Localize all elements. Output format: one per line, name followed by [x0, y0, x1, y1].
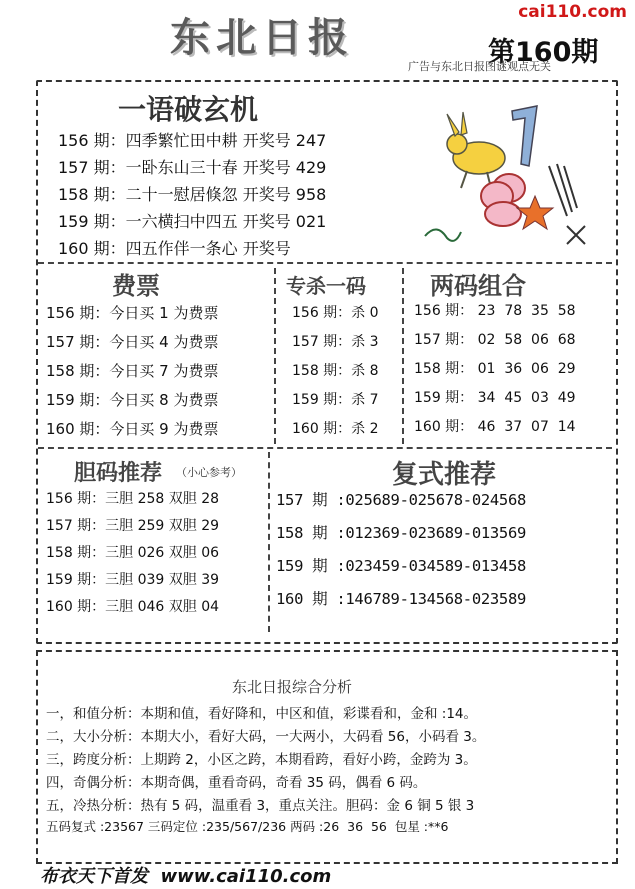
feipiao-row: 160 期：今日买 9 为费票	[46, 420, 219, 438]
feipiao-row: 156 期：今日买 1 为费票	[46, 304, 219, 322]
yiyu-row: 157 期：一卧东山三十春 开奖号 429	[58, 158, 327, 177]
analysis-row: 四，奇偶分析：本期奇偶，重看奇码，奇看 35 码，偶看 6 码。	[46, 775, 427, 791]
danma-row: 159 期：三胆 039 双胆 39	[46, 572, 220, 588]
analysis-row: 一，和值分析：本期和值，看好降和，中区和值，彩谍看和，金和 :14。	[46, 706, 478, 722]
zhuansha-title: 专杀一码	[286, 274, 366, 298]
analysis-title: 东北日报综合分析	[232, 678, 353, 696]
zhuansha-row: 159 期：杀 7	[292, 392, 379, 408]
fushi-row: 158 期 :012369-023689-013569	[276, 524, 527, 542]
danma-title: 胆码推荐	[74, 460, 163, 486]
feipiao-list	[46, 302, 218, 447]
yiyu-row: 160 期：四五作伴一条心 开奖号	[58, 239, 291, 258]
footer-text: 布衣天下首发 www.cai110.com	[40, 866, 332, 887]
analysis-row: 三，跨度分析：上期跨 2，小区之跨，本期看跨，看好小跨，金跨为 3。	[46, 752, 477, 768]
fushi-title: 复式推荐	[392, 460, 497, 490]
feipiao-row: 159 期：今日买 8 为费票	[46, 391, 219, 409]
zhuansha-row: 158 期：杀 8	[292, 363, 379, 379]
feipiao-row: 158 期：今日买 7 为费票	[46, 362, 219, 380]
danma-row: 156 期：三胆 258 双胆 28	[46, 491, 220, 507]
fushi-list	[276, 488, 526, 620]
analysis-list	[46, 702, 485, 840]
disclaimer: 广告与东北日报图谜观点无关	[408, 60, 551, 73]
zhuansha-row: 160 期：杀 2	[292, 421, 379, 437]
liangma-row: 156 期： 23 78 35 58	[414, 303, 576, 319]
feipiao-title: 费票	[112, 271, 160, 300]
fushi-row: 160 期 :146789-134568-023589	[276, 590, 527, 608]
yiyu-list	[58, 128, 326, 263]
danma-row: 160 期：三胆 046 双胆 04	[46, 599, 220, 615]
zhuansha-list	[292, 302, 379, 447]
fushi-row: 159 期 :023459-034589-013458	[276, 557, 527, 575]
liangma-row: 159 期： 34 45 03 49	[414, 390, 576, 406]
danma-row: 158 期：三胆 026 双胆 06	[46, 545, 220, 561]
section-divider	[38, 447, 612, 449]
zhuansha-row: 156 期：杀 0	[292, 305, 379, 321]
issue-number: 第160期	[488, 37, 599, 68]
liangma-title: 两码组合	[430, 271, 526, 300]
column-divider	[268, 452, 270, 632]
feipiao-row: 157 期：今日买 4 为费票	[46, 333, 219, 351]
analysis-row: 二，大小分析：本期大小，看好大码，一大两小，大码看 56，小码看 3。	[46, 729, 486, 745]
analysis-row: 五，冷热分析：热有 5 码，温重看 3，重点关注。胆码：金 6 铜 5 银 3	[46, 798, 475, 814]
site-logo: cai110.com	[518, 2, 627, 22]
danma-note: （小心参考）	[176, 466, 242, 479]
yiyu-row: 156 期：四季繁忙田中耕 开奖号 247	[58, 131, 327, 150]
liangma-list	[414, 300, 576, 445]
liangma-row: 157 期： 02 58 06 68	[414, 332, 576, 348]
column-divider	[274, 268, 276, 444]
yiyu-row: 159 期：一六横扫中四五 开奖号 021	[58, 212, 327, 231]
analysis-row: 五码复式 :23567 三码定位 :235/567/236 两码 :26 36 56 包星 :**6	[46, 819, 449, 834]
newspaper-title: 东北日报	[170, 14, 354, 61]
column-divider	[402, 268, 404, 444]
fushi-row: 157 期 :025689-025678-024568	[276, 491, 527, 509]
section-divider	[38, 262, 612, 264]
danma-row: 157 期：三胆 259 双胆 29	[46, 518, 220, 534]
zhuansha-row: 157 期：杀 3	[292, 334, 379, 350]
yiyu-title: 一语破玄机	[118, 93, 259, 126]
liangma-row: 158 期： 01 36 06 29	[414, 361, 576, 377]
liangma-row: 160 期： 46 37 07 14	[414, 419, 576, 435]
danma-list	[46, 488, 219, 623]
yiyu-row: 158 期：二十一慰居倏忽 开奖号 958	[58, 185, 327, 204]
rabbit-sketch-illustration	[417, 96, 597, 246]
